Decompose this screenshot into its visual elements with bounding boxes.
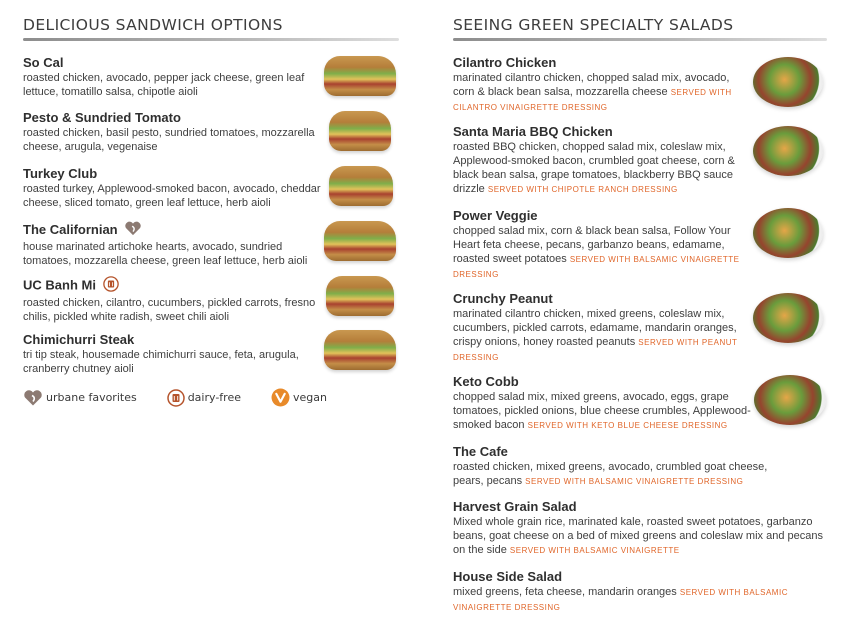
dairy-free-icon bbox=[103, 276, 119, 296]
item-name-row bbox=[23, 221, 313, 240]
item-description: roasted chicken, basil pesto, sundried tomatoes, mozzarella cheese, arugula, vegenaise bbox=[23, 127, 315, 153]
item-description bbox=[453, 390, 753, 433]
item-description: roasted turkey, Applewood-smoked bacon, avocado, cheddar cheese, sliced tomato, green leaf lettuce, herb aioli bbox=[23, 183, 321, 209]
menu-item bbox=[23, 110, 318, 154]
section-divider bbox=[453, 38, 827, 41]
sandwich-photo bbox=[326, 276, 394, 316]
salad-section bbox=[453, 14, 833, 612]
vegan-icon bbox=[271, 388, 290, 407]
served-with-note: SERVED WITH CHIPOTLE RANCH DRESSING bbox=[487, 185, 678, 194]
item-name: The Cafe bbox=[453, 444, 508, 459]
salad-bowl-photo bbox=[753, 293, 823, 343]
item-description bbox=[453, 515, 828, 558]
item-name-row bbox=[23, 276, 318, 296]
served-with-note: SERVED WITH BALSAMIC VINAIGRETTE bbox=[509, 546, 680, 555]
served-with-note: SERVED WITH KETO BLUE CHEESE DRESSING bbox=[527, 421, 728, 430]
sandwich-photo bbox=[324, 56, 396, 96]
item-name: Keto Cobb bbox=[453, 374, 519, 389]
sandwich-photo bbox=[329, 166, 393, 206]
item-description bbox=[453, 460, 798, 489]
item-name: The Californian bbox=[23, 221, 118, 237]
legend-vegan bbox=[271, 388, 342, 407]
served-with-note: SERVED WITH PEANUT DRESSING bbox=[453, 338, 738, 362]
section-divider bbox=[23, 38, 399, 41]
item-name: Santa Maria BBQ Chicken bbox=[453, 124, 613, 139]
sandwich-photo bbox=[324, 330, 396, 370]
menu-item bbox=[23, 166, 323, 210]
item-ingredients: marinated cilantro chicken, chopped salad mix, avocado, corn & black bean salsa, mozzarella cheese bbox=[453, 72, 730, 98]
menu-item bbox=[23, 276, 318, 324]
item-name: Pesto & Sundried Tomato bbox=[23, 110, 181, 125]
served-with-note: SERVED WITH CILANTRO VINAIGRETTE DRESSING bbox=[453, 88, 732, 112]
legend-label: vegan bbox=[292, 391, 327, 404]
item-name: Cilantro Chicken bbox=[453, 55, 557, 70]
item-description bbox=[453, 71, 738, 115]
salad-bowl-photo bbox=[753, 57, 823, 107]
item-ingredients: chopped salad mix, mixed greens, avocado, eggs, grape tomatoes, pickled onions, blue cheese crumbles, Applewood-smoked bacon bbox=[453, 391, 751, 431]
item-ingredients: chopped salad mix, corn & black bean salsa, Follow Your Heart feta cheese, pecans, garbanzo beans, edamame, roasted sweet potatoes bbox=[453, 225, 731, 265]
salad-bowl-photo bbox=[754, 375, 826, 425]
item-name: Chimichurri Steak bbox=[23, 332, 135, 347]
urbane-favorite-icon bbox=[23, 389, 43, 407]
salad-bowl-photo bbox=[753, 126, 823, 176]
item-ingredients: roasted chicken, mixed greens, avocado, crumbled goat cheese, pears, pecans bbox=[453, 461, 768, 487]
item-ingredients: Mixed whole grain rice, marinated kale, roasted sweet potatoes, garbanzo beans, goat cheese on a bed of mixed greens and coleslaw mix and pecans on the side bbox=[453, 516, 823, 556]
menu-item bbox=[453, 569, 798, 615]
menu-item bbox=[453, 124, 743, 197]
menu-item bbox=[23, 332, 313, 376]
item-name: UC Banh Mi bbox=[23, 277, 96, 293]
item-description bbox=[453, 140, 743, 197]
menu-item bbox=[453, 291, 743, 365]
dietary-legend bbox=[23, 388, 357, 407]
item-description: house marinated artichoke hearts, avocado, sundried tomatoes, mozzarella cheese, green leaf lettuce, herb aioli bbox=[23, 241, 308, 267]
item-ingredients: roasted BBQ chicken, chopped salad mix, coleslaw mix, Applewood-smoked bacon, crumbled goat cheese, corn & black bean salsa, grape tomatoes, blackberry BBQ sauce drizzle bbox=[453, 141, 735, 195]
item-ingredients: mixed greens, feta cheese, mandarin oranges bbox=[453, 586, 677, 598]
item-name: Harvest Grain Salad bbox=[453, 499, 577, 514]
item-description: roasted chicken, avocado, pepper jack cheese, green leaf lettuce, tomatillo salsa, chipotle aioli bbox=[23, 72, 305, 98]
menu-item bbox=[453, 55, 738, 115]
item-name: So Cal bbox=[23, 55, 64, 70]
item-description: roasted chicken, cilantro, cucumbers, pickled carrots, fresno chilis, pickled white radish, sweet chili aioli bbox=[23, 297, 316, 323]
item-name: Power Veggie bbox=[453, 208, 538, 223]
item-ingredients: marinated cilantro chicken, mixed greens, coleslaw mix, cucumbers, pickled carrots, edamame, mandarin oranges, crispy onions, honey roasted peanuts bbox=[453, 308, 737, 348]
served-with-note: SERVED WITH BALSAMIC VINAIGRETTE DRESSING bbox=[453, 255, 740, 279]
sandwich-section-title: DELICIOUS SANDWICH OPTIONS bbox=[23, 16, 283, 34]
item-description: tri tip steak, housemade chimichurri sauce, feta, arugula, cranberry chutney aioli bbox=[23, 349, 299, 375]
menu-item bbox=[453, 444, 798, 489]
served-with-note: SERVED WITH BALSAMIC VINAIGRETTE DRESSING bbox=[453, 588, 788, 612]
item-name: Crunchy Peanut bbox=[453, 291, 553, 306]
menu-item bbox=[453, 374, 753, 433]
menu-item bbox=[453, 499, 828, 558]
sandwich-photo bbox=[329, 111, 391, 151]
urbane-favorite-icon bbox=[124, 221, 142, 240]
legend-dairy-free bbox=[167, 389, 256, 407]
menu-item bbox=[23, 55, 313, 99]
salad-bowl-photo bbox=[753, 208, 823, 258]
menu-item bbox=[453, 208, 743, 282]
item-description bbox=[453, 224, 743, 282]
item-name: House Side Salad bbox=[453, 569, 563, 584]
legend-favorites bbox=[23, 389, 152, 407]
legend-label: dairy-free bbox=[187, 391, 241, 404]
sandwich-section bbox=[23, 14, 403, 404]
item-description bbox=[453, 585, 798, 615]
legend-label: urbane favorites bbox=[46, 391, 137, 404]
dairy-free-icon bbox=[167, 389, 185, 407]
item-name: Turkey Club bbox=[23, 166, 98, 181]
sandwich-photo bbox=[324, 221, 396, 261]
item-description bbox=[453, 307, 743, 365]
salad-section-title: SEEING GREEN SPECIALTY SALADS bbox=[453, 16, 734, 34]
menu-item bbox=[23, 221, 313, 268]
served-with-note: SERVED WITH BALSAMIC VINAIGRETTE DRESSING bbox=[525, 477, 744, 486]
